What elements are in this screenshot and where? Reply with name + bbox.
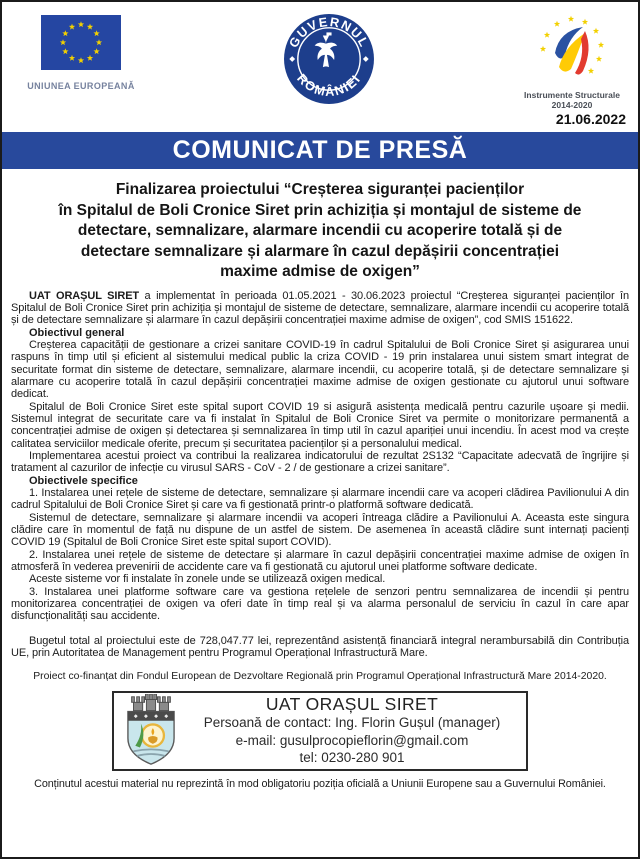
spacer: [11, 623, 629, 635]
eu-logo-block: [26, 15, 136, 91]
structural-instruments-label-line2: 2014-2020: [551, 100, 593, 110]
structural-instruments-label-line1: Instrumente Structurale: [524, 90, 620, 100]
contact-info: [188, 694, 516, 767]
heading-specific-objectives: Obiectivele specifice: [29, 474, 138, 487]
contact-box: [112, 691, 528, 771]
title-line: în Spitalul de Boli Cronice Siret prin achiziția și montajul de sisteme de: [58, 201, 582, 219]
structural-instruments-logo-block: [522, 15, 622, 110]
paragraph-oxygen-zones: Aceste sisteme vor fi instalate în zonele unde se utilizează oxigen medical.: [29, 573, 386, 586]
project-title: [11, 180, 629, 283]
paragraph-objective-3: 3. Instalarea unei platforme software care va gestiona rețelele de senzori pentru semnalizarea de incendii și pentru monitorizarea concentrației de oxigen va oferi date în timp real și va alarma personalul de serviciu în cazul în care apar disfuncționalități sau accidente.: [11, 585, 629, 623]
paragraph-objective-1: 1. Instalarea unei rețele de sisteme de detectare, semnalizare și alarmare incendii care va acoperi clădirea Pavilionului A din cadrul Spitalului de Boli Cronice Siret și care va fi gestionată printr-o platformă software dedicată.: [11, 487, 629, 512]
eu-flag-icon: [41, 15, 121, 70]
paragraph-general-objective: Creșterea capacității de gestionare a crizei sanitare COVID-19 în cadrul Spitalului de Boli Cronice Siret și asigurarea unui raspuns în timp util și eficient al sistemului medical public la criza COVID - 19 prin instalarea unui sistem smart integrat de securitate format din sisteme de detectare, semnalizare, alarmare incendii, cu acoperire totală, și de detectare semnalizare și alarmare cu acoperire totală în cazul depășirii concentrației maxime admise de oxigen gestionate cu ajutorul unui software dedicat.: [11, 338, 629, 401]
title-line: detectare semnalizare și alarmare în cazul depășirii concentrației: [80, 242, 560, 260]
paragraph-intro: [11, 290, 629, 327]
government-of-romania-icon: [283, 13, 375, 105]
beneficiary-name: UAT ORAȘUL SIRET: [29, 289, 140, 302]
paragraph-intro-text: a implementat în perioada 01.05.2021 - 30.06.2023 proiectul “Creșterea siguranței pacienților în Spitalul de Boli Cronice Siret prin achiziția și montajul de sisteme de detectare, semnalizare, alarmare incendii cu acoperire totală și de detectare semnalizare și alarmare în cazul depășirii concentrației maxime admise de oxigen”, cod SMIS 151622.: [11, 289, 629, 327]
paragraph-hospital-support: Spitalul de Boli Cronice Siret este spital suport COVID 19 si asigură asistența medicală pentru cazurile ușoare și medii. Sistemul integrat de securitate care va fi instalat în Spitalul de Boli Cronice Siret va permite o monitorizare permanentă a concentrației admise de oxigen și detectarea și semnalizarea în timp util în cazul apariției unui incendiu. În acest mod va crește calitatea serviciilor medicale oferite, precum și securitatea pacienților și a personalului medical.: [11, 400, 629, 450]
title-line: maxime admise de oxigen”: [220, 263, 420, 280]
siret-coat-of-arms-icon: [122, 694, 180, 766]
gov-logo-block: [283, 13, 375, 110]
heading-general-objective: Obiectivul general: [29, 326, 125, 339]
contact-person: Persoană de contact: Ing. Florin Gușul (manager): [203, 715, 501, 731]
contact-organization: UAT ORAȘUL SIRET: [265, 694, 439, 715]
document-body: [2, 169, 638, 771]
disclaimer-text: Conținutul acestui material nu reprezintă în mod obligatoriu poziția oficială a Uniunii Europene sau a Guvernului României.: [34, 778, 606, 791]
paragraph-indicator: Implementarea acestui proiect va contribui la realizarea indicatorului de rezultat 2S132 “Capacitate adecvată de îngrijire și tratament al cazurilor de infecție cu virusul SARS - CoV - 2 / de gestionare a crizei sanitare”.: [11, 449, 629, 475]
structural-instruments-icon: [533, 15, 611, 85]
paragraph-budget: Bugetul total al proiectului este de 728,047.77 lei, reprezentând asistență financiară integral nerambursabilă din Contribuția UE, prin Autoritatea de Management pentru Programul Operațional Infrastructură Mare.: [11, 634, 629, 660]
title-line: Finalizarea proiectului “Creșterea siguranței pacienților: [115, 181, 525, 198]
eu-logo-label: UNIUNEA EUROPEANĂ: [27, 81, 135, 91]
title-line: detectare, semnalizare, alarmare incendii cu acoperire totală și de: [77, 222, 563, 239]
header: [2, 2, 638, 109]
paragraph-objective-1-detail: Sistemul de detectare, semnalizare și alarmare incendii va acoperi întreaga clădire a Pavilionului A. Aceasta este singura clădire care în momentul de față nu dispune de un astfel de sistem. De asemenea în această clădire sunt internați pacienți COVID 19 (Spitalul de Boli Cronice Siret este spital suport COVID).: [11, 511, 629, 549]
document-date: 21.06.2022: [555, 111, 626, 127]
press-release-banner: COMUNICAT DE PRESĂ: [2, 132, 638, 169]
gov-logo-top-text: GUVERNUL: [285, 14, 373, 51]
contact-phone: tel: 0230-280 901: [299, 750, 405, 766]
paragraph-objective-2: 2. Instalarea unei rețele de sisteme de detectare și alarmare în cazul depășirii concentrației maxime admise de oxigen în atmosferă în vederea prevenirii de accidente care va fi gestionată cu ajutorul unei platforme software dedicate.: [11, 548, 629, 574]
contact-email: e-mail: gusulprocopieflorin@gmail.com: [235, 732, 469, 748]
cofinancing-note: Proiect co-finanțat din Fondul European de Dezvoltare Regională prin Programul Operațional Infrastructură Mare 2014-2020.: [33, 671, 607, 683]
gov-logo-bottom-text: ROMÂNIEI: [294, 70, 364, 100]
